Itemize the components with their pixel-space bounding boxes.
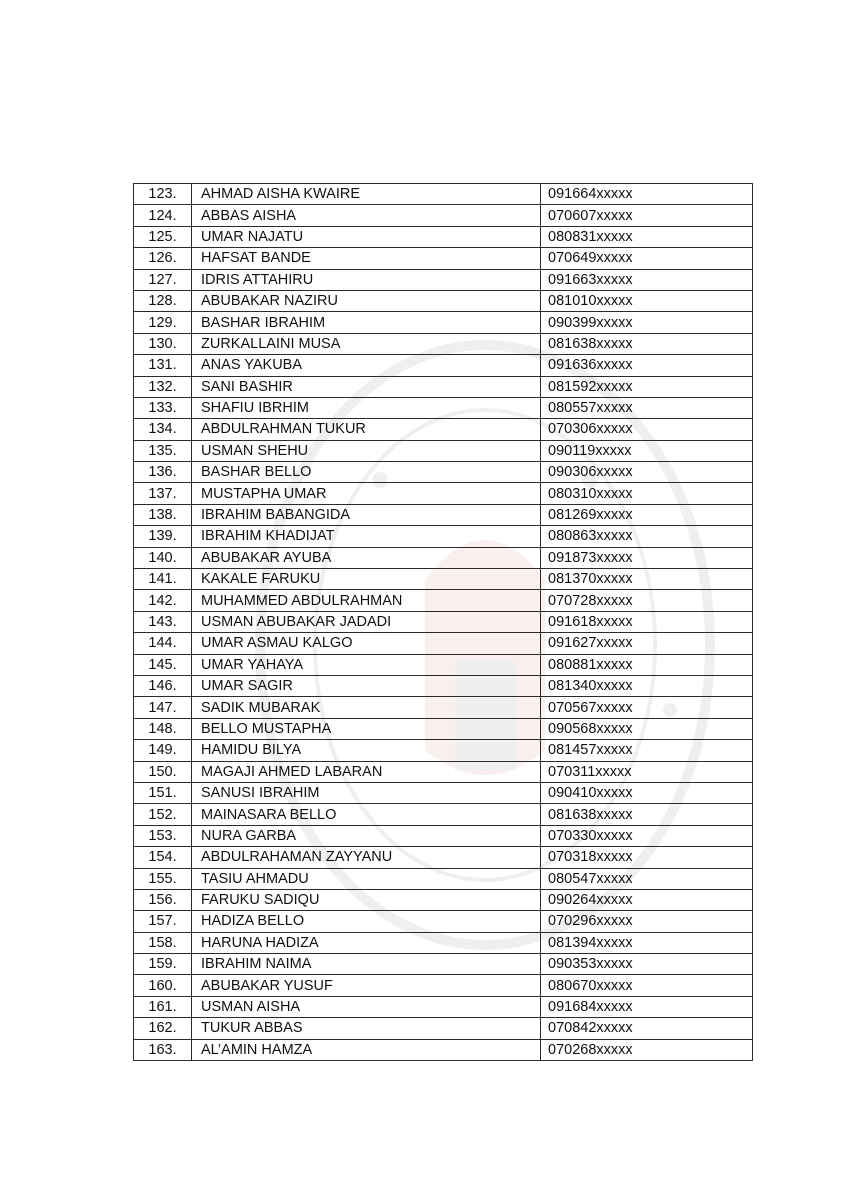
row-number: 162. — [134, 1018, 192, 1039]
table-row — [134, 911, 753, 932]
row-number: 136. — [134, 462, 192, 483]
row-name: ANAS YAKUBA — [192, 355, 541, 376]
row-phone: 070330xxxxx — [541, 825, 753, 846]
row-name: FARUKU SADIQU — [192, 889, 541, 910]
row-number: 153. — [134, 825, 192, 846]
row-number: 159. — [134, 954, 192, 975]
row-phone: 080547xxxxx — [541, 868, 753, 889]
row-name: HAMIDU BILYA — [192, 740, 541, 761]
row-number: 134. — [134, 419, 192, 440]
row-phone: 070318xxxxx — [541, 847, 753, 868]
table-row — [134, 932, 753, 953]
row-phone: 090119xxxxx — [541, 440, 753, 461]
row-phone: 091636xxxxx — [541, 355, 753, 376]
row-phone: 080557xxxxx — [541, 397, 753, 418]
table-row — [134, 355, 753, 376]
row-phone: 081638xxxxx — [541, 333, 753, 354]
row-phone: 070728xxxxx — [541, 590, 753, 611]
row-number: 148. — [134, 718, 192, 739]
row-phone: 070842xxxxx — [541, 1018, 753, 1039]
row-number: 127. — [134, 269, 192, 290]
table-row — [134, 526, 753, 547]
row-number: 150. — [134, 761, 192, 782]
row-number: 158. — [134, 932, 192, 953]
row-number: 155. — [134, 868, 192, 889]
row-phone: 070268xxxxx — [541, 1039, 753, 1060]
row-number: 132. — [134, 376, 192, 397]
contact-list-table — [133, 183, 753, 1061]
row-name: IBRAHIM KHADIJAT — [192, 526, 541, 547]
row-number: 154. — [134, 847, 192, 868]
row-phone: 090399xxxxx — [541, 312, 753, 333]
row-number: 161. — [134, 996, 192, 1017]
row-phone: 081394xxxxx — [541, 932, 753, 953]
row-name: IBRAHIM BABANGIDA — [192, 504, 541, 525]
row-number: 139. — [134, 526, 192, 547]
table-row — [134, 376, 753, 397]
row-number: 137. — [134, 483, 192, 504]
row-phone: 081340xxxxx — [541, 675, 753, 696]
table-row — [134, 718, 753, 739]
table-row — [134, 504, 753, 525]
table-row — [134, 569, 753, 590]
table-body — [134, 184, 753, 1061]
row-name: UMAR YAHAYA — [192, 654, 541, 675]
row-name: ABBAS AISHA — [192, 205, 541, 226]
table-row — [134, 1018, 753, 1039]
table-row — [134, 654, 753, 675]
table-row — [134, 996, 753, 1017]
row-name: IBRAHIM NAIMA — [192, 954, 541, 975]
row-phone: 091873xxxxx — [541, 547, 753, 568]
row-phone: 081592xxxxx — [541, 376, 753, 397]
row-number: 135. — [134, 440, 192, 461]
row-phone: 081457xxxxx — [541, 740, 753, 761]
row-name: HARUNA HADIZA — [192, 932, 541, 953]
row-name: SHAFIU IBRHIM — [192, 397, 541, 418]
row-number: 141. — [134, 569, 192, 590]
row-number: 140. — [134, 547, 192, 568]
row-name: HAFSAT BANDE — [192, 248, 541, 269]
row-name: SADIK MUBARAK — [192, 697, 541, 718]
table-row — [134, 868, 753, 889]
row-phone: 090410xxxxx — [541, 782, 753, 803]
row-name: ZURKALLAINI MUSA — [192, 333, 541, 354]
row-name: UMAR SAGIR — [192, 675, 541, 696]
row-phone: 080670xxxxx — [541, 975, 753, 996]
table-row — [134, 633, 753, 654]
row-phone: 070649xxxxx — [541, 248, 753, 269]
row-phone: 080863xxxxx — [541, 526, 753, 547]
table-row — [134, 547, 753, 568]
row-phone: 070296xxxxx — [541, 911, 753, 932]
row-name: BASHAR BELLO — [192, 462, 541, 483]
table-row — [134, 889, 753, 910]
row-number: 147. — [134, 697, 192, 718]
row-phone: 070607xxxxx — [541, 205, 753, 226]
table-row — [134, 590, 753, 611]
row-number: 124. — [134, 205, 192, 226]
row-phone: 070306xxxxx — [541, 419, 753, 440]
row-phone: 070567xxxxx — [541, 697, 753, 718]
row-name: USMAN AISHA — [192, 996, 541, 1017]
row-number: 133. — [134, 397, 192, 418]
table-row — [134, 440, 753, 461]
table-row — [134, 804, 753, 825]
row-name: AL’AMIN HAMZA — [192, 1039, 541, 1060]
row-name: AHMAD AISHA KWAIRE — [192, 184, 541, 205]
table-row — [134, 462, 753, 483]
row-number: 130. — [134, 333, 192, 354]
table-row — [134, 697, 753, 718]
row-name: MAGAJI AHMED LABARAN — [192, 761, 541, 782]
table-row — [134, 312, 753, 333]
row-number: 128. — [134, 290, 192, 311]
row-name: MAINASARA BELLO — [192, 804, 541, 825]
row-number: 142. — [134, 590, 192, 611]
table-row — [134, 847, 753, 868]
table-row — [134, 740, 753, 761]
row-name: NURA GARBA — [192, 825, 541, 846]
table-row — [134, 975, 753, 996]
table-row — [134, 483, 753, 504]
table-row — [134, 205, 753, 226]
row-phone: 091663xxxxx — [541, 269, 753, 290]
row-phone: 081269xxxxx — [541, 504, 753, 525]
table-row — [134, 184, 753, 205]
row-number: 131. — [134, 355, 192, 376]
row-number: 143. — [134, 611, 192, 632]
table-row — [134, 782, 753, 803]
row-number: 125. — [134, 226, 192, 247]
row-phone: 090568xxxxx — [541, 718, 753, 739]
table-row — [134, 611, 753, 632]
row-phone: 081010xxxxx — [541, 290, 753, 311]
table-row — [134, 954, 753, 975]
row-phone: 080831xxxxx — [541, 226, 753, 247]
table-row — [134, 290, 753, 311]
table-row — [134, 333, 753, 354]
row-phone: 091684xxxxx — [541, 996, 753, 1017]
row-phone: 070311xxxxx — [541, 761, 753, 782]
row-phone: 081370xxxxx — [541, 569, 753, 590]
table-row — [134, 825, 753, 846]
row-name: TASIU AHMADU — [192, 868, 541, 889]
table-row — [134, 675, 753, 696]
row-name: HADIZA BELLO — [192, 911, 541, 932]
row-phone: 090353xxxxx — [541, 954, 753, 975]
row-number: 156. — [134, 889, 192, 910]
row-number: 146. — [134, 675, 192, 696]
row-number: 163. — [134, 1039, 192, 1060]
row-number: 149. — [134, 740, 192, 761]
row-number: 160. — [134, 975, 192, 996]
row-phone: 091627xxxxx — [541, 633, 753, 654]
row-phone: 090264xxxxx — [541, 889, 753, 910]
row-name: ABUBAKAR YUSUF — [192, 975, 541, 996]
row-name: KAKALE FARUKU — [192, 569, 541, 590]
row-phone: 080310xxxxx — [541, 483, 753, 504]
row-phone: 091618xxxxx — [541, 611, 753, 632]
row-number: 123. — [134, 184, 192, 205]
row-phone: 081638xxxxx — [541, 804, 753, 825]
table-row — [134, 1039, 753, 1060]
row-name: MUHAMMED ABDULRAHMAN — [192, 590, 541, 611]
row-name: MUSTAPHA UMAR — [192, 483, 541, 504]
row-name: ABDULRAHMAN TUKUR — [192, 419, 541, 440]
row-name: ABDULRAHAMAN ZAYYANU — [192, 847, 541, 868]
row-number: 152. — [134, 804, 192, 825]
row-number: 126. — [134, 248, 192, 269]
row-name: UMAR ASMAU KALGO — [192, 633, 541, 654]
row-number: 129. — [134, 312, 192, 333]
row-phone: 091664xxxxx — [541, 184, 753, 205]
row-name: USMAN SHEHU — [192, 440, 541, 461]
row-name: UMAR NAJATU — [192, 226, 541, 247]
table-row — [134, 419, 753, 440]
row-number: 138. — [134, 504, 192, 525]
row-name: BASHAR IBRAHIM — [192, 312, 541, 333]
row-name: BELLO MUSTAPHA — [192, 718, 541, 739]
table-row — [134, 248, 753, 269]
row-name: USMAN ABUBAKAR JADADI — [192, 611, 541, 632]
row-phone: 090306xxxxx — [541, 462, 753, 483]
row-name: TUKUR ABBAS — [192, 1018, 541, 1039]
row-name: ABUBAKAR AYUBA — [192, 547, 541, 568]
row-number: 144. — [134, 633, 192, 654]
table-row — [134, 761, 753, 782]
row-name: IDRIS ATTAHIRU — [192, 269, 541, 290]
table-row — [134, 269, 753, 290]
row-phone: 080881xxxxx — [541, 654, 753, 675]
row-number: 157. — [134, 911, 192, 932]
row-number: 145. — [134, 654, 192, 675]
table-row — [134, 397, 753, 418]
row-name: SANI BASHIR — [192, 376, 541, 397]
row-name: ABUBAKAR NAZIRU — [192, 290, 541, 311]
row-name: SANUSI IBRAHIM — [192, 782, 541, 803]
row-number: 151. — [134, 782, 192, 803]
table-row — [134, 226, 753, 247]
